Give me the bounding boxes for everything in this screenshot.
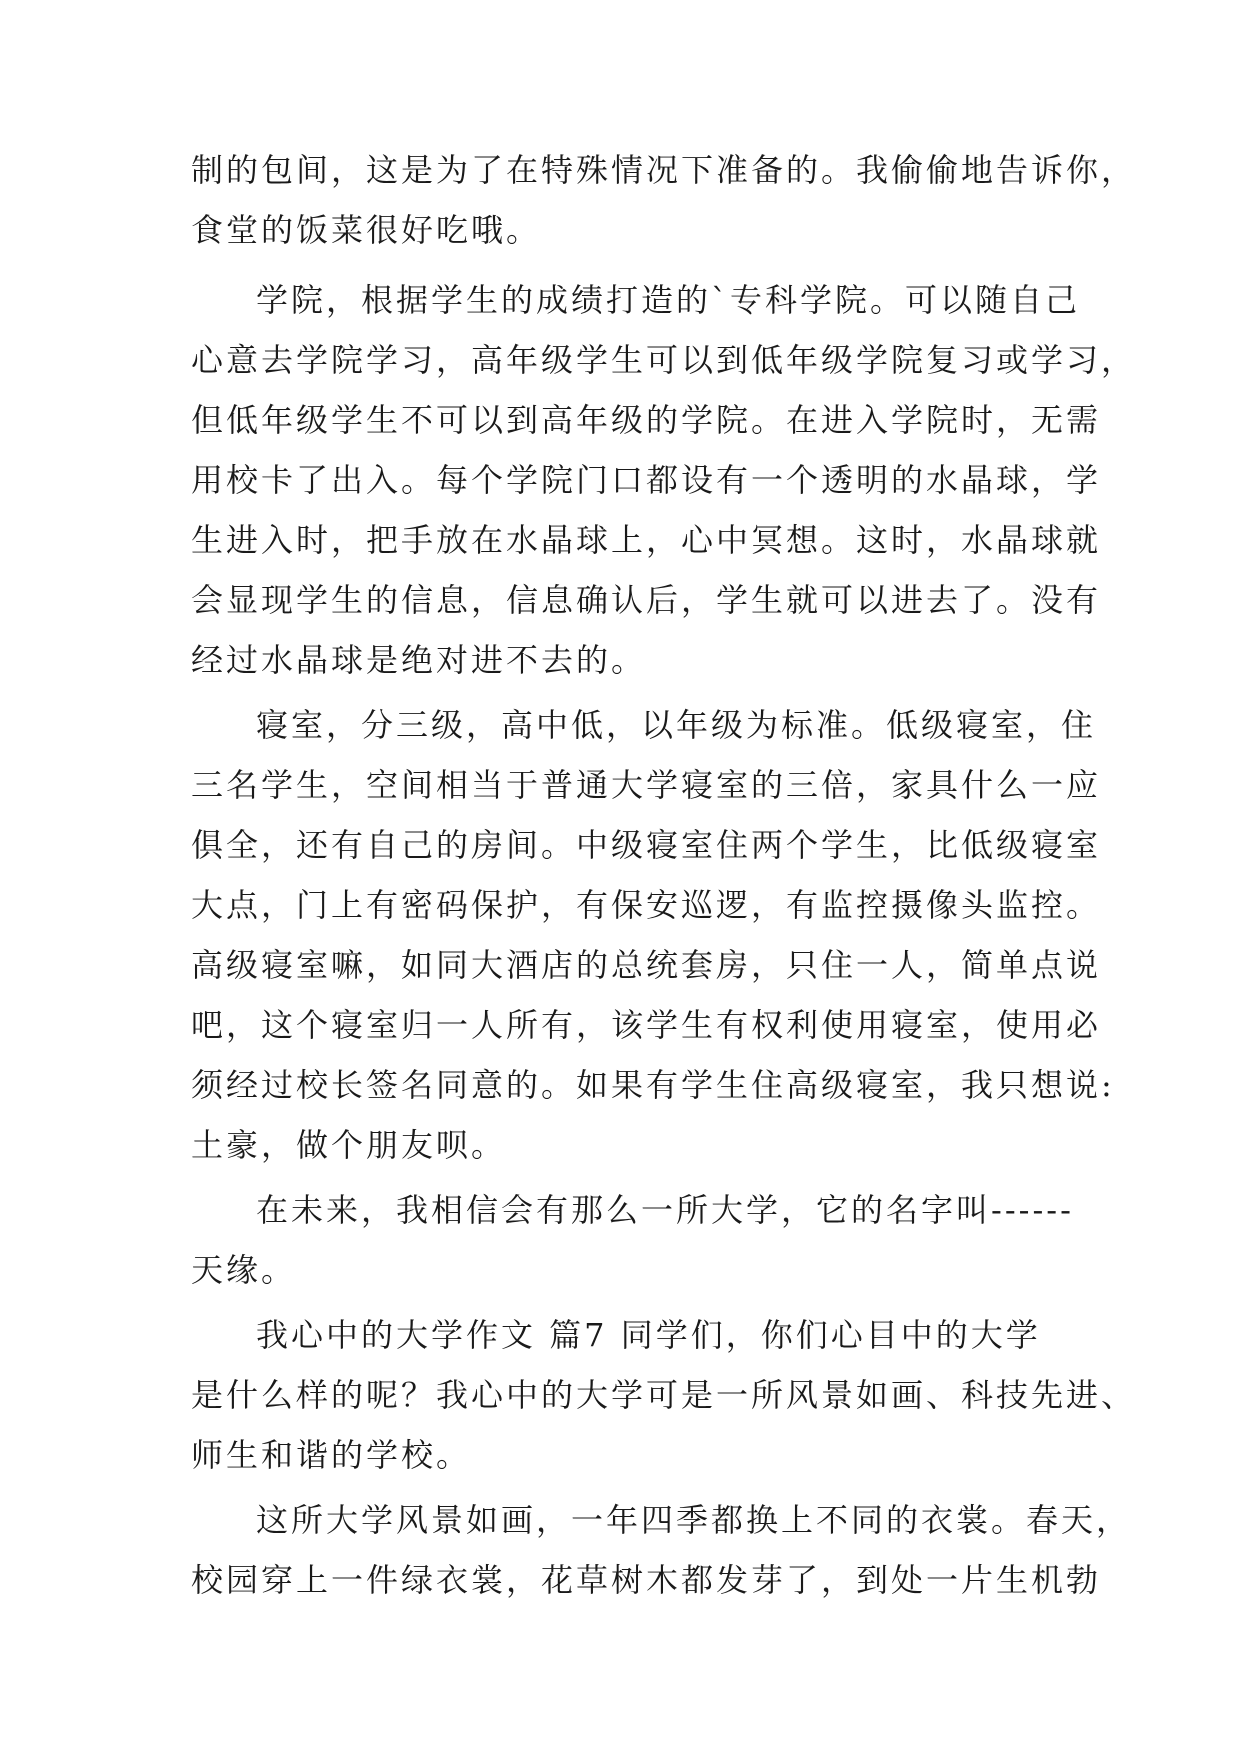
text-line: 用校卡了出入。每个学院门口都设有一个透明的水晶球，学	[191, 461, 1102, 499]
text-line: 吧，这个寝室归一人所有，该学生有权利使用寝室，使用必	[191, 1006, 1102, 1044]
text-line: 校园穿上一件绿衣裳，花草树木都发芽了，到处一片生机勃	[191, 1561, 1102, 1599]
text-line: 高级寝室嘛，如同大酒店的总统套房，只住一人，简单点说	[191, 946, 1102, 984]
text-line: 三名学生，空间相当于普通大学寝室的三倍，家具什么一应	[191, 766, 1102, 804]
text-line: 食堂的饭菜很好吃哦。	[191, 211, 542, 249]
text-line: 这所大学风景如画，一年四季都换上不同的衣裳。春天，	[256, 1501, 1132, 1539]
text-line: 经过水晶球是绝对进不去的。	[191, 641, 647, 679]
text-line: 制的包间，这是为了在特殊情况下准备的。我偷偷地告诉你，	[191, 151, 1137, 189]
text-line: 我心中的大学作文 篇7 同学们，你们心目中的大学	[256, 1316, 1041, 1354]
text-line: 会显现学生的信息，信息确认后，学生就可以进去了。没有	[191, 581, 1102, 619]
text-line: 寝室，分三级，高中低，以年级为标准。低级寝室，住	[256, 706, 1097, 744]
text-line: 学院，根据学生的成绩打造的`专科学院。可以随自己	[256, 281, 1081, 319]
text-line: 在未来，我相信会有那么一所大学，它的名字叫------	[256, 1191, 1074, 1229]
text-line: 土豪，做个朋友呗。	[191, 1126, 507, 1164]
text-line: 生进入时，把手放在水晶球上，心中冥想。这时，水晶球就	[191, 521, 1102, 559]
text-line: 俱全，还有自己的房间。中级寝室住两个学生，比低级寝室	[191, 826, 1102, 864]
text-line: 须经过校长签名同意的。如果有学生住高级寝室，我只想说:	[191, 1066, 1115, 1104]
text-line: 但低年级学生不可以到高年级的学院。在进入学院时，无需	[191, 401, 1102, 439]
text-line: 天缘。	[191, 1251, 297, 1289]
text-line: 心意去学院学习，高年级学生可以到低年级学院复习或学习，	[191, 341, 1137, 379]
text-line: 是什么样的呢？我心中的大学可是一所风景如画、科技先进、	[191, 1376, 1137, 1414]
text-line: 师生和谐的学校。	[191, 1436, 472, 1474]
text-line: 大点，门上有密码保护，有保安巡逻，有监控摄像头监控。	[191, 886, 1102, 924]
